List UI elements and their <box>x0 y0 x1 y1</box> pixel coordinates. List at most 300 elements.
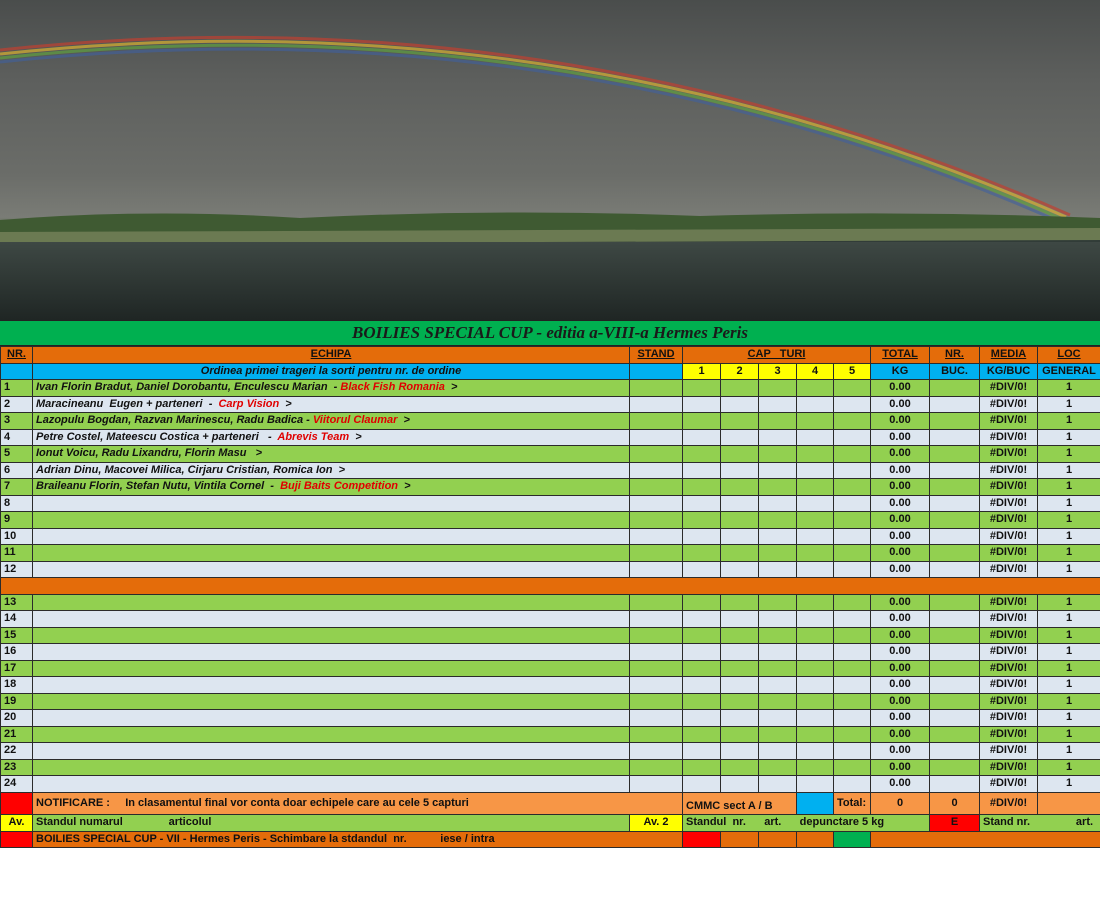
round-3-cell[interactable] <box>759 396 797 413</box>
stand-cell[interactable] <box>630 759 683 776</box>
round-3-cell[interactable] <box>759 611 797 628</box>
round-1-cell[interactable] <box>683 644 721 661</box>
stand-cell[interactable] <box>630 627 683 644</box>
table-row <box>1 644 1100 661</box>
round-3-cell[interactable] <box>759 677 797 694</box>
round-5-cell[interactable] <box>834 743 871 760</box>
col-loc: LOC <box>1038 347 1100 364</box>
nr-buc-cell[interactable] <box>930 743 980 760</box>
round-5-cell[interactable] <box>834 644 871 661</box>
team-members: Lazopulu Bogdan, Razvan Marinescu, Radu Badica - <box>36 414 313 427</box>
round-5-cell[interactable] <box>834 594 871 611</box>
round-3-cell[interactable] <box>759 462 797 479</box>
round-3-cell[interactable] <box>759 528 797 545</box>
round-3-cell[interactable] <box>759 561 797 578</box>
round-5-cell[interactable] <box>834 413 871 430</box>
round-1-cell[interactable] <box>683 759 721 776</box>
nr-buc-cell[interactable] <box>930 644 980 661</box>
round-4-cell[interactable] <box>797 413 834 430</box>
table-row <box>1 380 1100 397</box>
round-5-cell[interactable] <box>834 479 871 496</box>
round-2-cell[interactable] <box>721 726 759 743</box>
round-5: 5 <box>834 363 871 380</box>
table-row <box>1 611 1100 628</box>
nr-buc-cell[interactable] <box>930 710 980 727</box>
stand-cell[interactable] <box>630 462 683 479</box>
round-2-cell[interactable] <box>721 512 759 529</box>
round-1-cell[interactable] <box>683 726 721 743</box>
round-2-cell[interactable] <box>721 776 759 793</box>
round-1-cell[interactable] <box>683 528 721 545</box>
nr-buc-cell[interactable] <box>930 495 980 512</box>
team-cell[interactable] <box>33 545 630 562</box>
stand-cell[interactable] <box>630 660 683 677</box>
loc-cell: 1 <box>1038 594 1100 611</box>
change-green-cell <box>834 831 871 848</box>
nr-buc-cell[interactable] <box>930 611 980 628</box>
table-row <box>1 743 1100 760</box>
total-kg-cell: 0.00 <box>871 759 930 776</box>
team-cell[interactable] <box>33 446 630 463</box>
round-2-cell[interactable] <box>721 561 759 578</box>
total-kg-cell: 0.00 <box>871 677 930 694</box>
media-cell: #DIV/0! <box>980 726 1038 743</box>
round-1-cell[interactable] <box>683 413 721 430</box>
round-1-cell[interactable] <box>683 776 721 793</box>
team-cell[interactable] <box>33 512 630 529</box>
header-row <box>1 347 1100 364</box>
round-4-cell[interactable] <box>797 693 834 710</box>
separator-bar <box>1 578 1100 595</box>
nr-buc-cell[interactable] <box>930 677 980 694</box>
loc-cell: 1 <box>1038 396 1100 413</box>
total-kg-cell: 0.00 <box>871 413 930 430</box>
stand-nr-text[interactable]: Stand nr. art. <box>980 815 1100 832</box>
round-2-cell[interactable] <box>721 627 759 644</box>
round-5-cell[interactable] <box>834 380 871 397</box>
round-5-cell[interactable] <box>834 561 871 578</box>
nr-buc-cell[interactable] <box>930 528 980 545</box>
team-cell[interactable] <box>33 710 630 727</box>
media-cell: #DIV/0! <box>980 693 1038 710</box>
team-cell[interactable] <box>33 429 630 446</box>
team-cell[interactable] <box>33 743 630 760</box>
stand-cell[interactable] <box>630 479 683 496</box>
total-kg-cell: 0.00 <box>871 644 930 661</box>
loc-cell: 1 <box>1038 710 1100 727</box>
table-row <box>1 660 1100 677</box>
round-2-cell[interactable] <box>721 413 759 430</box>
nr-buc-cell[interactable] <box>930 380 980 397</box>
row-number: 19 <box>1 693 33 710</box>
team-members: Ionut Voicu, Radu Lixandru, Florin Masu > <box>36 447 263 460</box>
round-1-cell[interactable] <box>683 627 721 644</box>
row-number: 5 <box>1 446 33 463</box>
team-cell[interactable] <box>33 462 630 479</box>
round-3-cell[interactable] <box>759 413 797 430</box>
row-number: 16 <box>1 644 33 661</box>
round-1-cell[interactable] <box>683 545 721 562</box>
stand-cell[interactable] <box>630 693 683 710</box>
round-3: 3 <box>759 363 797 380</box>
stand-cell[interactable] <box>630 594 683 611</box>
media-cell: #DIV/0! <box>980 446 1038 463</box>
team-cell[interactable] <box>33 594 630 611</box>
round-5-cell[interactable] <box>834 660 871 677</box>
round-1-cell[interactable] <box>683 710 721 727</box>
total-kg-cell: 0.00 <box>871 429 930 446</box>
av2-label: Av. 2 <box>630 815 683 832</box>
round-1-cell[interactable] <box>683 693 721 710</box>
round-4-cell[interactable] <box>797 495 834 512</box>
nr-buc-cell[interactable] <box>930 512 980 529</box>
total-kg-cell: 0.00 <box>871 611 930 628</box>
team-suffix: > <box>398 480 411 493</box>
round-2-cell[interactable] <box>721 743 759 760</box>
team-cell[interactable] <box>33 644 630 661</box>
round-1-cell[interactable] <box>683 611 721 628</box>
loc-cell: 1 <box>1038 495 1100 512</box>
team-cell[interactable] <box>33 528 630 545</box>
round-5-cell[interactable] <box>834 710 871 727</box>
round-2-cell[interactable] <box>721 479 759 496</box>
loc-cell: 1 <box>1038 561 1100 578</box>
round-4-cell[interactable] <box>797 561 834 578</box>
round-3-cell[interactable] <box>759 429 797 446</box>
total-kg-cell: 0.00 <box>871 462 930 479</box>
stand-cell[interactable] <box>630 446 683 463</box>
round-3-cell[interactable] <box>759 693 797 710</box>
round-5-cell[interactable] <box>834 693 871 710</box>
nr-buc-cell[interactable] <box>930 462 980 479</box>
col-stand: STAND <box>630 347 683 364</box>
row-number: 6 <box>1 462 33 479</box>
media-cell: #DIV/0! <box>980 594 1038 611</box>
stand-cell[interactable] <box>630 743 683 760</box>
table-row <box>1 512 1100 529</box>
nr-buc-cell[interactable] <box>930 594 980 611</box>
table-row <box>1 627 1100 644</box>
round-2-cell[interactable] <box>721 611 759 628</box>
stand-cell[interactable] <box>630 528 683 545</box>
table-row <box>1 413 1100 430</box>
media-cell: #DIV/0! <box>980 644 1038 661</box>
av-label: Av. <box>1 815 33 832</box>
loc-cell: 1 <box>1038 545 1100 562</box>
round-5-cell[interactable] <box>834 627 871 644</box>
round-5-cell[interactable] <box>834 611 871 628</box>
round-2-cell[interactable] <box>721 677 759 694</box>
nr-buc-cell[interactable] <box>930 561 980 578</box>
nr-buc-cell[interactable] <box>930 660 980 677</box>
round-4-cell[interactable] <box>797 380 834 397</box>
stand-cell[interactable] <box>630 380 683 397</box>
round-5-cell[interactable] <box>834 495 871 512</box>
round-1-cell[interactable] <box>683 462 721 479</box>
round-1-cell[interactable] <box>683 479 721 496</box>
round-1-cell[interactable] <box>683 561 721 578</box>
total-kg-cell: 0.00 <box>871 545 930 562</box>
col-total: TOTAL <box>871 347 930 364</box>
round-4-cell[interactable] <box>797 611 834 628</box>
total-kg-cell: 0.00 <box>871 693 930 710</box>
change-row <box>1 831 1100 848</box>
round-2-cell[interactable] <box>721 660 759 677</box>
stand-cell[interactable] <box>630 545 683 562</box>
table-row <box>1 759 1100 776</box>
round-4-cell[interactable] <box>797 677 834 694</box>
row-number: 7 <box>1 479 33 496</box>
team-cell[interactable] <box>33 693 630 710</box>
round-4-cell[interactable] <box>797 726 834 743</box>
nr-buc-cell[interactable] <box>930 693 980 710</box>
round-5-cell[interactable] <box>834 528 871 545</box>
round-3-cell[interactable] <box>759 380 797 397</box>
team-cell[interactable] <box>33 380 630 397</box>
total-kg-cell: 0.00 <box>871 710 930 727</box>
stand-cell[interactable] <box>630 726 683 743</box>
loc-cell: 1 <box>1038 644 1100 661</box>
round-4-cell[interactable] <box>797 594 834 611</box>
subheader-row <box>1 363 1100 380</box>
team-cell[interactable] <box>33 677 630 694</box>
round-4-cell[interactable] <box>797 479 834 496</box>
round-2-cell[interactable] <box>721 462 759 479</box>
round-3-cell[interactable] <box>759 594 797 611</box>
round-4-cell[interactable] <box>797 512 834 529</box>
round-1-cell[interactable] <box>683 660 721 677</box>
stand-cell[interactable] <box>630 611 683 628</box>
stand-cell[interactable] <box>630 512 683 529</box>
nr-buc-cell[interactable] <box>930 396 980 413</box>
total-kg-cell: 0.00 <box>871 561 930 578</box>
round-2-cell[interactable] <box>721 396 759 413</box>
team-cell[interactable] <box>33 495 630 512</box>
round-3-cell[interactable] <box>759 512 797 529</box>
standul2-text[interactable]: Standul nr. art. depunctare 5 kg <box>683 815 930 832</box>
nr-buc-cell[interactable] <box>930 413 980 430</box>
round-4-cell[interactable] <box>797 429 834 446</box>
row-number: 8 <box>1 495 33 512</box>
row-number: 13 <box>1 594 33 611</box>
total-kg-cell: 0.00 <box>871 627 930 644</box>
round-3-cell[interactable] <box>759 776 797 793</box>
total-kg-cell: 0.00 <box>871 528 930 545</box>
nr-buc-cell[interactable] <box>930 627 980 644</box>
media-cell: #DIV/0! <box>980 528 1038 545</box>
loc-cell: 1 <box>1038 743 1100 760</box>
round-1-cell[interactable] <box>683 743 721 760</box>
round-4-cell[interactable] <box>797 528 834 545</box>
round-1-cell[interactable] <box>683 429 721 446</box>
team-cell[interactable] <box>33 627 630 644</box>
table-row <box>1 446 1100 463</box>
stand-cell[interactable] <box>630 396 683 413</box>
stand-cell[interactable] <box>630 677 683 694</box>
round-3-cell[interactable] <box>759 710 797 727</box>
round-4-cell[interactable] <box>797 446 834 463</box>
team-cell[interactable] <box>33 726 630 743</box>
team-cell[interactable] <box>33 611 630 628</box>
row-number: 1 <box>1 380 33 397</box>
total-buc: 0 <box>930 792 980 815</box>
round-4-cell[interactable] <box>797 759 834 776</box>
round-3-cell[interactable] <box>759 759 797 776</box>
stand-cell[interactable] <box>630 561 683 578</box>
team-cell[interactable] <box>33 561 630 578</box>
team-cell[interactable] <box>33 759 630 776</box>
row-number: 10 <box>1 528 33 545</box>
nr-buc-cell[interactable] <box>930 479 980 496</box>
round-4-cell[interactable] <box>797 396 834 413</box>
round-5-cell[interactable] <box>834 462 871 479</box>
table-row <box>1 776 1100 793</box>
round-2-cell[interactable] <box>721 759 759 776</box>
round-2-cell[interactable] <box>721 495 759 512</box>
round-3-cell[interactable] <box>759 726 797 743</box>
nr-buc-cell[interactable] <box>930 759 980 776</box>
round-3-cell[interactable] <box>759 446 797 463</box>
round-3-cell[interactable] <box>759 479 797 496</box>
round-3-cell[interactable] <box>759 644 797 661</box>
round-1-cell[interactable] <box>683 396 721 413</box>
round-3-cell[interactable] <box>759 495 797 512</box>
cmmc-value[interactable] <box>797 792 834 815</box>
team-members: Ivan Florin Bradut, Daniel Dorobantu, Enculescu Marian - <box>36 381 341 394</box>
team-name: Viitorul Claumar <box>312 414 398 427</box>
stand-cell[interactable] <box>630 429 683 446</box>
col-nr: NR. <box>1 347 33 364</box>
team-name: Carp Vision <box>218 397 280 410</box>
round-2-cell[interactable] <box>721 545 759 562</box>
row-number: 9 <box>1 512 33 529</box>
nr-buc-cell[interactable] <box>930 429 980 446</box>
total-kg-cell: 0.00 <box>871 776 930 793</box>
loc-cell: 1 <box>1038 446 1100 463</box>
page-title: BOILIES SPECIAL CUP - editia a-VIII-a Hermes Peris <box>0 320 1100 346</box>
stand-cell[interactable] <box>630 495 683 512</box>
round-5-cell[interactable] <box>834 446 871 463</box>
round-5-cell[interactable] <box>834 776 871 793</box>
round-4-cell[interactable] <box>797 660 834 677</box>
round-5-cell[interactable] <box>834 726 871 743</box>
team-cell[interactable] <box>33 479 630 496</box>
round-3-cell[interactable] <box>759 743 797 760</box>
round-2-cell[interactable] <box>721 429 759 446</box>
stand-cell[interactable] <box>630 710 683 727</box>
round-3-cell[interactable] <box>759 545 797 562</box>
loc-cell: 1 <box>1038 413 1100 430</box>
warning-row <box>1 815 1100 832</box>
round-3-cell[interactable] <box>759 660 797 677</box>
total-label: Total: <box>834 792 871 815</box>
stand-cell[interactable] <box>630 776 683 793</box>
round-1-cell[interactable] <box>683 446 721 463</box>
section-separator <box>1 578 1100 595</box>
media-cell: #DIV/0! <box>980 677 1038 694</box>
round-5-cell[interactable] <box>834 759 871 776</box>
team-cell[interactable] <box>33 413 630 430</box>
round-1-cell[interactable] <box>683 512 721 529</box>
unit-buc: BUC. <box>930 363 980 380</box>
media-cell: #DIV/0! <box>980 710 1038 727</box>
round-5-cell[interactable] <box>834 512 871 529</box>
nr-buc-cell[interactable] <box>930 726 980 743</box>
round-2-cell[interactable] <box>721 644 759 661</box>
stand-cell[interactable] <box>630 413 683 430</box>
media-cell: #DIV/0! <box>980 759 1038 776</box>
round-4-cell[interactable] <box>797 776 834 793</box>
round-1-cell[interactable] <box>683 380 721 397</box>
col-echipa: ECHIPA <box>33 347 630 364</box>
round-3-cell[interactable] <box>759 627 797 644</box>
unit-general: GENERAL <box>1038 363 1100 380</box>
total-kg-cell: 0.00 <box>871 396 930 413</box>
row-number: 18 <box>1 677 33 694</box>
round-2-cell[interactable] <box>721 446 759 463</box>
team-cell[interactable] <box>33 396 630 413</box>
round-4-cell[interactable] <box>797 462 834 479</box>
col-media: MEDIA <box>980 347 1038 364</box>
round-4-cell[interactable] <box>797 710 834 727</box>
table-row <box>1 693 1100 710</box>
team-cell[interactable] <box>33 776 630 793</box>
row-number: 22 <box>1 743 33 760</box>
media-cell: #DIV/0! <box>980 545 1038 562</box>
total-kg-cell: 0.00 <box>871 495 930 512</box>
media-cell: #DIV/0! <box>980 396 1038 413</box>
cmmc-label: CMMC sect A / B <box>683 792 797 815</box>
loc-cell: 1 <box>1038 528 1100 545</box>
round-2-cell[interactable] <box>721 528 759 545</box>
media-cell: #DIV/0! <box>980 743 1038 760</box>
round-2-cell[interactable] <box>721 693 759 710</box>
round-1-cell[interactable] <box>683 677 721 694</box>
round-2-cell[interactable] <box>721 594 759 611</box>
total-kg-cell: 0.00 <box>871 479 930 496</box>
unit-kgbuc: KG/BUC <box>980 363 1038 380</box>
round-2-cell[interactable] <box>721 710 759 727</box>
round-4-cell[interactable] <box>797 545 834 562</box>
media-cell: #DIV/0! <box>980 660 1038 677</box>
round-5-cell[interactable] <box>834 677 871 694</box>
round-4-cell[interactable] <box>797 743 834 760</box>
loc-cell: 1 <box>1038 677 1100 694</box>
table-row <box>1 495 1100 512</box>
row-number: 11 <box>1 545 33 562</box>
e-marker: E <box>930 815 980 832</box>
round-1-cell[interactable] <box>683 495 721 512</box>
nr-buc-cell[interactable] <box>930 776 980 793</box>
standul-text[interactable]: Standul numarul articolul <box>33 815 630 832</box>
header-photo <box>0 0 1100 320</box>
round-4-cell[interactable] <box>797 644 834 661</box>
team-cell[interactable] <box>33 660 630 677</box>
stand-cell[interactable] <box>630 644 683 661</box>
change-text[interactable]: BOILIES SPECIAL CUP - VII - Hermes Peris - Schimbare la stdandul nr. iese / intra <box>33 831 683 848</box>
round-2-cell[interactable] <box>721 380 759 397</box>
row-number: 3 <box>1 413 33 430</box>
round-5-cell[interactable] <box>834 545 871 562</box>
table-row <box>1 561 1100 578</box>
round-5-cell[interactable] <box>834 429 871 446</box>
nr-buc-cell[interactable] <box>930 545 980 562</box>
round-4-cell[interactable] <box>797 627 834 644</box>
nr-buc-cell[interactable] <box>930 446 980 463</box>
total-kg-cell: 0.00 <box>871 512 930 529</box>
round-1-cell[interactable] <box>683 594 721 611</box>
round-5-cell[interactable] <box>834 396 871 413</box>
